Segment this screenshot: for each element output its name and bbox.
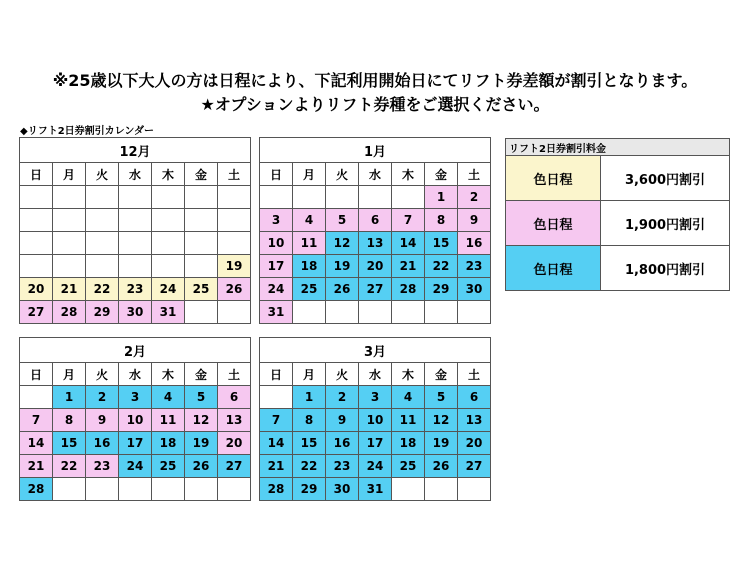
day-cell: 4 — [293, 209, 326, 232]
day-cell — [185, 255, 218, 278]
legend-yellow-amount: 3,600円割引 — [601, 156, 730, 201]
day-cell: 19 — [326, 255, 359, 278]
day-cell: 1 — [293, 386, 326, 409]
day-cell — [152, 209, 185, 232]
day-cell — [185, 301, 218, 324]
day-cell — [293, 186, 326, 209]
day-cell: 4 — [152, 386, 185, 409]
weekday-header: 金 — [425, 163, 458, 186]
day-cell: 7 — [20, 409, 53, 432]
day-cell: 20 — [20, 278, 53, 301]
day-cell: 22 — [425, 255, 458, 278]
day-cell: 26 — [326, 278, 359, 301]
day-cell: 28 — [20, 478, 53, 501]
day-cell: 8 — [425, 209, 458, 232]
day-cell — [119, 232, 152, 255]
day-cell: 25 — [392, 455, 425, 478]
day-cell: 5 — [425, 386, 458, 409]
day-cell — [20, 232, 53, 255]
day-cell — [458, 301, 491, 324]
weekday-header: 金 — [185, 163, 218, 186]
day-cell: 15 — [53, 432, 86, 455]
day-cell: 21 — [20, 455, 53, 478]
day-cell: 13 — [359, 232, 392, 255]
weekday-header: 木 — [152, 163, 185, 186]
weekday-header: 木 — [392, 363, 425, 386]
day-cell: 16 — [326, 432, 359, 455]
day-cell: 26 — [185, 455, 218, 478]
calendar-february — [19, 337, 251, 501]
day-cell: 26 — [425, 455, 458, 478]
weekday-header: 月 — [53, 163, 86, 186]
day-cell — [425, 301, 458, 324]
day-cell: 27 — [359, 278, 392, 301]
day-cell — [152, 478, 185, 501]
weekday-header: 日 — [20, 363, 53, 386]
month-title: 12月 — [20, 138, 251, 163]
day-cell: 18 — [152, 432, 185, 455]
day-cell — [185, 232, 218, 255]
day-cell: 25 — [152, 455, 185, 478]
day-cell: 31 — [359, 478, 392, 501]
day-cell: 3 — [359, 386, 392, 409]
title-line-1: ※25歳以下大人の方は日程により、下記利用開始日にてリフト券差額が割引となります。 — [52, 71, 698, 90]
week-row — [20, 255, 251, 278]
day-cell: 23 — [86, 455, 119, 478]
day-cell: 20 — [458, 432, 491, 455]
day-cell — [152, 232, 185, 255]
day-cell: 15 — [425, 232, 458, 255]
day-cell: 22 — [53, 455, 86, 478]
weekday-header: 金 — [185, 363, 218, 386]
day-cell: 14 — [260, 432, 293, 455]
day-cell — [392, 478, 425, 501]
day-cell — [152, 186, 185, 209]
discount-legend — [505, 138, 730, 291]
day-cell: 27 — [218, 455, 251, 478]
week-row — [20, 209, 251, 232]
day-cell: 29 — [425, 278, 458, 301]
day-cell: 12 — [326, 232, 359, 255]
week-row — [20, 232, 251, 255]
weekday-header: 月 — [293, 163, 326, 186]
day-cell: 12 — [425, 409, 458, 432]
day-cell: 18 — [293, 255, 326, 278]
day-cell — [119, 478, 152, 501]
weekday-header: 月 — [53, 363, 86, 386]
day-cell — [359, 186, 392, 209]
day-cell — [458, 478, 491, 501]
day-cell — [86, 232, 119, 255]
day-cell — [20, 209, 53, 232]
weekday-header: 月 — [293, 363, 326, 386]
day-cell — [260, 386, 293, 409]
day-cell: 23 — [458, 255, 491, 278]
week-row — [260, 409, 491, 432]
legend-header: リフト2日券割引料金 — [506, 139, 730, 156]
legend-blue-label: 色日程 — [506, 246, 601, 291]
weekday-header: 金 — [425, 363, 458, 386]
day-cell: 9 — [86, 409, 119, 432]
weekday-header: 水 — [119, 163, 152, 186]
day-cell: 26 — [218, 278, 251, 301]
weekday-header: 日 — [260, 163, 293, 186]
day-cell: 13 — [218, 409, 251, 432]
day-cell: 24 — [152, 278, 185, 301]
week-row — [20, 478, 251, 501]
day-cell — [86, 478, 119, 501]
week-row — [260, 232, 491, 255]
week-row — [20, 186, 251, 209]
day-cell — [53, 255, 86, 278]
month-title: 3月 — [260, 338, 491, 363]
week-row — [20, 386, 251, 409]
day-cell — [53, 232, 86, 255]
day-cell: 6 — [359, 209, 392, 232]
day-cell: 21 — [260, 455, 293, 478]
day-cell: 27 — [20, 301, 53, 324]
day-cell: 7 — [392, 209, 425, 232]
day-cell: 30 — [119, 301, 152, 324]
day-cell: 13 — [458, 409, 491, 432]
day-cell — [119, 209, 152, 232]
day-cell: 14 — [20, 432, 53, 455]
day-cell: 4 — [392, 386, 425, 409]
day-cell — [326, 186, 359, 209]
month-title: 1月 — [260, 138, 491, 163]
day-cell: 27 — [458, 455, 491, 478]
day-cell: 9 — [326, 409, 359, 432]
weekday-header: 水 — [119, 363, 152, 386]
calendar-march — [259, 337, 491, 501]
day-cell — [119, 186, 152, 209]
day-cell — [218, 301, 251, 324]
day-cell: 8 — [293, 409, 326, 432]
week-row — [260, 278, 491, 301]
day-cell: 3 — [260, 209, 293, 232]
weekday-header: 火 — [86, 163, 119, 186]
week-row — [20, 409, 251, 432]
day-cell — [86, 255, 119, 278]
day-cell: 29 — [293, 478, 326, 501]
day-cell: 29 — [86, 301, 119, 324]
weekday-header: 日 — [20, 163, 53, 186]
day-cell: 19 — [185, 432, 218, 455]
day-cell: 19 — [218, 255, 251, 278]
day-cell — [293, 301, 326, 324]
day-cell — [392, 186, 425, 209]
week-row — [260, 478, 491, 501]
day-cell: 31 — [260, 301, 293, 324]
weekday-header: 火 — [326, 163, 359, 186]
day-cell: 2 — [326, 386, 359, 409]
day-cell: 11 — [293, 232, 326, 255]
day-cell: 25 — [293, 278, 326, 301]
title-line-2: ★オプションよりリフト券種をご選択ください。 — [200, 95, 550, 114]
day-cell — [260, 186, 293, 209]
legend-pink-label: 色日程 — [506, 201, 601, 246]
day-cell: 24 — [119, 455, 152, 478]
day-cell — [359, 301, 392, 324]
day-cell: 24 — [359, 455, 392, 478]
calendar-january — [259, 137, 491, 324]
day-cell: 16 — [458, 232, 491, 255]
day-cell — [185, 209, 218, 232]
weekday-header: 土 — [218, 363, 251, 386]
weekday-header: 日 — [260, 363, 293, 386]
day-cell: 3 — [119, 386, 152, 409]
day-cell — [152, 255, 185, 278]
day-cell: 14 — [392, 232, 425, 255]
day-cell — [20, 255, 53, 278]
day-cell — [185, 478, 218, 501]
week-row — [260, 455, 491, 478]
day-cell — [20, 386, 53, 409]
day-cell: 6 — [458, 386, 491, 409]
day-cell: 11 — [152, 409, 185, 432]
day-cell: 10 — [260, 232, 293, 255]
week-row — [20, 278, 251, 301]
day-cell: 2 — [458, 186, 491, 209]
day-cell: 28 — [260, 478, 293, 501]
day-cell: 20 — [359, 255, 392, 278]
month-title: 2月 — [20, 338, 251, 363]
calendar-heading: ◆リフト2日券割引カレンダー — [20, 126, 154, 137]
day-cell: 30 — [326, 478, 359, 501]
week-row — [260, 432, 491, 455]
weekday-header: 土 — [458, 163, 491, 186]
day-cell: 22 — [293, 455, 326, 478]
day-cell: 7 — [260, 409, 293, 432]
legend-pink-amount: 1,900円割引 — [601, 201, 730, 246]
legend-yellow-label: 色日程 — [506, 156, 601, 201]
day-cell — [218, 186, 251, 209]
day-cell: 8 — [53, 409, 86, 432]
week-row — [20, 455, 251, 478]
weekday-header: 水 — [359, 163, 392, 186]
week-row — [20, 432, 251, 455]
weekday-header: 木 — [152, 363, 185, 386]
week-row — [260, 186, 491, 209]
day-cell: 6 — [218, 386, 251, 409]
day-cell — [86, 209, 119, 232]
day-cell: 1 — [425, 186, 458, 209]
day-cell: 17 — [119, 432, 152, 455]
day-cell: 5 — [185, 386, 218, 409]
day-cell: 2 — [86, 386, 119, 409]
week-row — [260, 301, 491, 324]
legend-blue-amount: 1,800円割引 — [601, 246, 730, 291]
day-cell: 21 — [392, 255, 425, 278]
day-cell: 21 — [53, 278, 86, 301]
day-cell: 1 — [53, 386, 86, 409]
day-cell: 31 — [152, 301, 185, 324]
day-cell: 17 — [260, 255, 293, 278]
day-cell: 18 — [392, 432, 425, 455]
day-cell: 25 — [185, 278, 218, 301]
week-row — [260, 386, 491, 409]
day-cell — [119, 255, 152, 278]
weekday-header: 水 — [359, 363, 392, 386]
day-cell: 28 — [392, 278, 425, 301]
day-cell: 17 — [359, 432, 392, 455]
day-cell — [218, 232, 251, 255]
day-cell — [20, 186, 53, 209]
weekday-header: 土 — [218, 163, 251, 186]
day-cell — [218, 478, 251, 501]
day-cell — [392, 301, 425, 324]
week-row — [260, 209, 491, 232]
week-row — [260, 255, 491, 278]
day-cell — [326, 301, 359, 324]
day-cell: 16 — [86, 432, 119, 455]
day-cell: 10 — [119, 409, 152, 432]
calendar-december — [19, 137, 251, 324]
day-cell — [218, 209, 251, 232]
weekday-header: 土 — [458, 363, 491, 386]
day-cell — [425, 478, 458, 501]
day-cell — [53, 478, 86, 501]
day-cell: 15 — [293, 432, 326, 455]
day-cell: 23 — [119, 278, 152, 301]
day-cell — [86, 186, 119, 209]
day-cell: 19 — [425, 432, 458, 455]
day-cell: 28 — [53, 301, 86, 324]
week-row — [20, 301, 251, 324]
day-cell: 20 — [218, 432, 251, 455]
day-cell: 22 — [86, 278, 119, 301]
day-cell: 23 — [326, 455, 359, 478]
day-cell: 30 — [458, 278, 491, 301]
day-cell — [53, 209, 86, 232]
day-cell — [53, 186, 86, 209]
weekday-header: 木 — [392, 163, 425, 186]
day-cell: 9 — [458, 209, 491, 232]
day-cell: 24 — [260, 278, 293, 301]
day-cell: 12 — [185, 409, 218, 432]
day-cell: 5 — [326, 209, 359, 232]
day-cell: 10 — [359, 409, 392, 432]
weekday-header: 火 — [326, 363, 359, 386]
day-cell — [185, 186, 218, 209]
weekday-header: 火 — [86, 363, 119, 386]
day-cell: 11 — [392, 409, 425, 432]
